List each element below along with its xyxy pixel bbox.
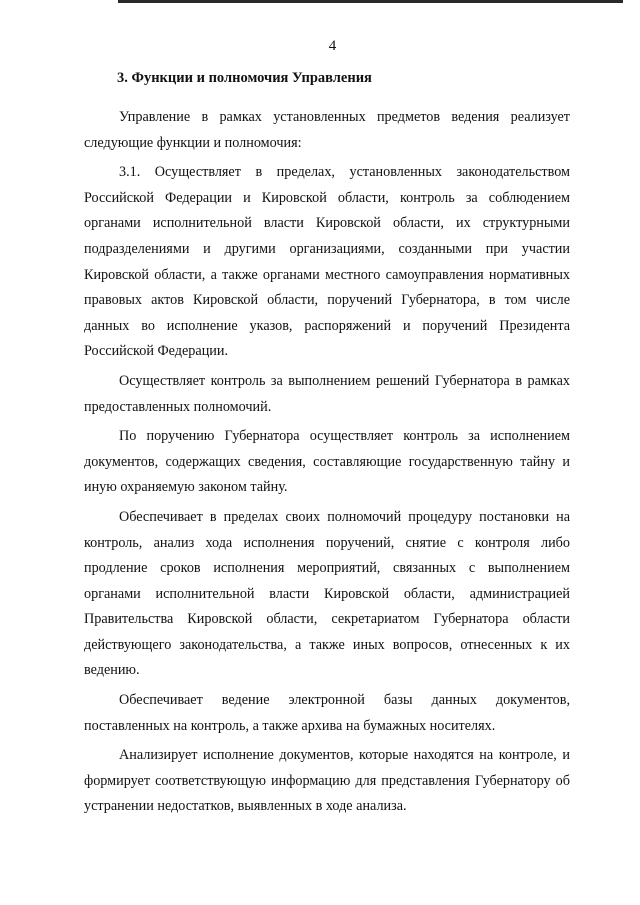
paragraph-state-secret: По поручению Губернатора осуществляет контроль за исполнением документов, содержащих сведения, составляющие государственную тайну и иную охраняемую законом тайну. [84, 428, 570, 496]
section-heading: 3. Функции и полномочия Управления [117, 70, 372, 86]
paragraph-control-procedure: Обеспечивает в пределах своих полномочий процедуру постановки на контроль, анализ хода исполнения поручений, снятие с контроля либо продление сроков исполнения мероприятий, связанных с выполнением органами исполнительной власти Кировской области, администрацией Правительства Кировской области, секретариатом Губернатора области действующего законодательства, а также иных вопросов, отнесенных к их ведению. [84, 508, 570, 679]
paragraph-intro: Управление в рамках установленных предметов ведения реализует следующие функции и полномочия: [84, 109, 570, 151]
page-number: 4 [328, 38, 337, 54]
paragraph-3-1: 3.1. Осуществляет в пределах, установленных законодательством Российской Федерации и Кировской области, контроль за соблюдением органами исполнительной власти Кировской области, их структурными подразделениями и другими организациями, созданными при участии Кировской области, а также органами местного самоуправления нормативных правовых актов Кировской области, поручений Губернатора, в том числе данных во исполнение указов, распоряжений и поручений Президента Российской Федерации. [84, 164, 570, 360]
paragraph-database: Обеспечивает ведение электронной базы данных документов, поставленных на контроль, а также архива на бумажных носителях. [84, 692, 570, 734]
document-body [84, 105, 570, 820]
paragraph-governor-decisions: Осуществляет контроль за выполнением решений Губернатора в рамках предоставленных полномочий. [84, 372, 570, 415]
paragraph-analysis: Анализирует исполнение документов, которые находятся на контроле, и формирует соответствующую информацию для представления Губернатору об устранении недостатков, выявленных в ходе анализа. [84, 747, 570, 815]
scan-edge-line [118, 0, 623, 3]
